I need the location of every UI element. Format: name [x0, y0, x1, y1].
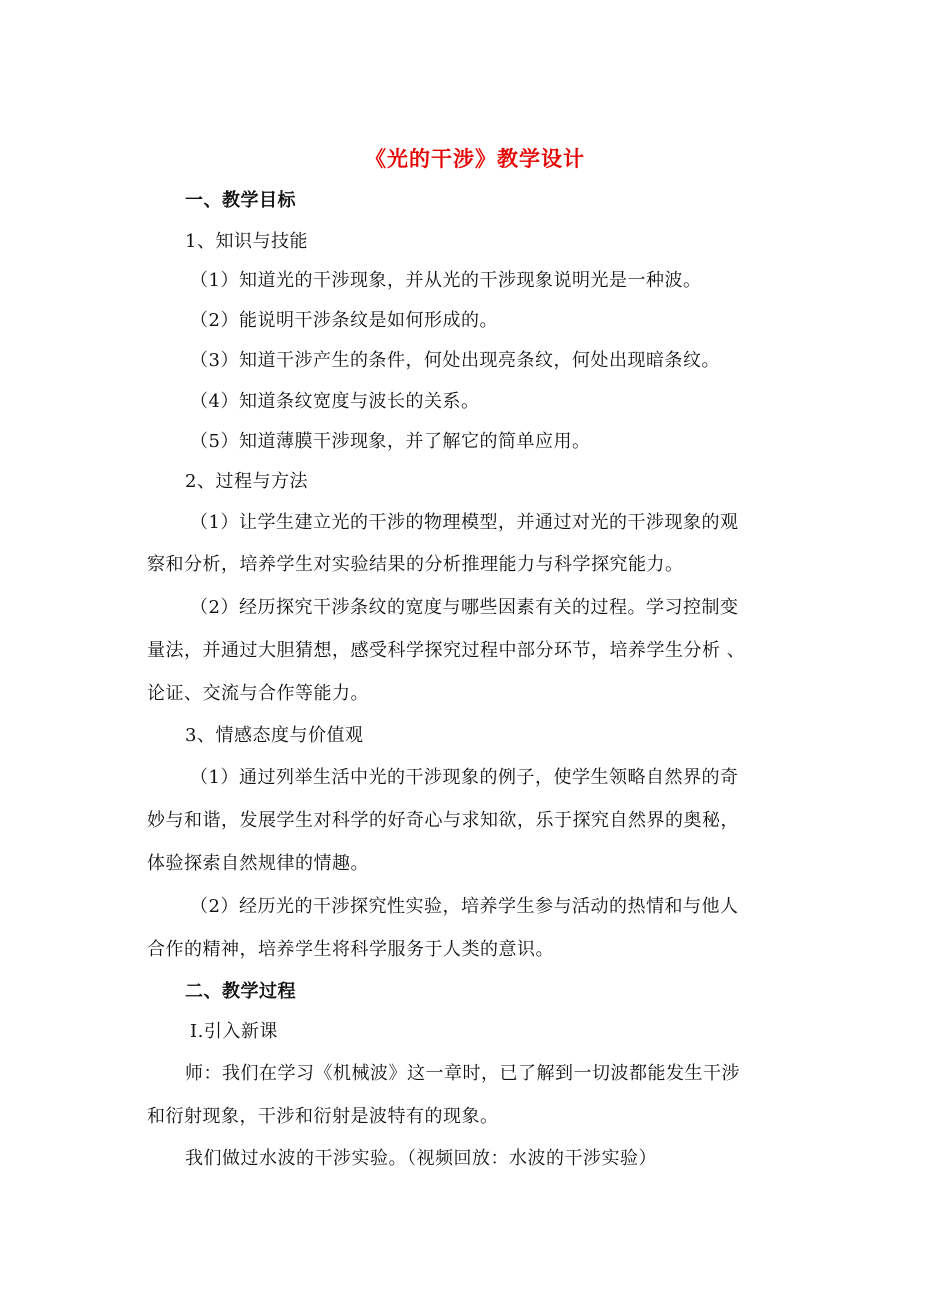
paragraph-line: 察和分析，培养学生对实验结果的分析推理能力与科学探究能力。 — [147, 554, 684, 575]
paragraph-line: 和衍射现象，干涉和衍射是波特有的现象。 — [147, 1106, 499, 1127]
document-title: 《光的干涉》教学设计 — [365, 146, 585, 171]
list-item: （5）知道薄膜干涉现象，并了解它的简单应用。 — [190, 431, 591, 452]
paragraph-line: 量法，并通过大胆猜想，感受科学探究过程中部分环节，培养学生分析 、 — [147, 640, 746, 661]
paragraph-line: 体验探索自然规律的情趣。 — [147, 853, 369, 874]
paragraph-line: （2）经历光的干涉探究性实验，培养学生参与活动的热情和与他人 — [190, 896, 739, 917]
paragraph-line: （1）通过列举生活中光的干涉现象的例子，使学生领略自然界的奇 — [190, 767, 739, 788]
paragraph-line: 我们做过水波的干涉实验。（视频回放：水波的干涉实验） — [185, 1148, 657, 1169]
section-heading-teaching-process: 二、教学过程 — [185, 981, 296, 1002]
subheading-introduce-lesson: Ⅰ.引入新课 — [190, 1021, 278, 1042]
paragraph-line: （1）让学生建立光的干涉的物理模型，并通过对光的干涉现象的观 — [190, 512, 739, 533]
list-item: （4）知道条纹宽度与波长的关系。 — [190, 391, 480, 412]
subheading-knowledge-skills: 1、知识与技能 — [185, 231, 308, 252]
subheading-emotion-values: 3、情感态度与价值观 — [185, 725, 364, 746]
list-item: （2）能说明干涉条纹是如何形成的。 — [190, 310, 498, 331]
section-heading-teaching-goals: 一、教学目标 — [185, 190, 296, 211]
paragraph-line: 师：我们在学习《机械波》这一章时，已了解到一切波都能发生干涉 — [185, 1063, 740, 1084]
paragraph-line: 论证、交流与合作等能力。 — [147, 683, 369, 704]
subheading-process-methods: 2、过程与方法 — [185, 471, 308, 492]
paragraph-line: （2）经历探究干涉条纹的宽度与哪些因素有关的过程。学习控制变 — [190, 597, 739, 618]
list-item: （1）知道光的干涉现象，并从光的干涉现象说明光是一种波。 — [190, 270, 702, 291]
paragraph-line: 合作的精神，培养学生将科学服务于人类的意识。 — [147, 939, 554, 960]
list-item: （3）知道干涉产生的条件，何处出现亮条纹，何处出现暗条纹。 — [190, 350, 720, 371]
paragraph-line: 妙与和谐，发展学生对科学的好奇心与求知欲，乐于探究自然界的奥秘， — [147, 810, 739, 831]
